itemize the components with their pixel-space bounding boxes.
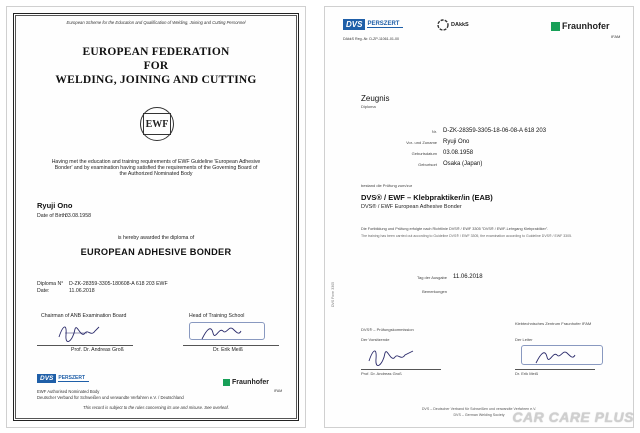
scheme-note: European Scheme for the Education and Qualification of Welding, Joining and Cutting Personnel (66, 20, 246, 25)
diploma-no-label: Diploma N° (37, 281, 64, 287)
right-sig-name: Dr. Erik Meiß (515, 371, 539, 376)
right-sig-line (515, 369, 595, 370)
ifam-text: IFAM (611, 34, 621, 39)
sig1-line (37, 345, 133, 346)
dakks-logo (437, 19, 469, 31)
ewf-diploma (6, 6, 306, 428)
footer-line: DVS – Deutscher Verband für Schweißen und verwandte Verfahren e.V. (421, 407, 537, 411)
doc-title: Zeugnis (361, 94, 390, 103)
perszert-text: PERSZERT (367, 21, 403, 28)
field-label: Geburtsort (418, 162, 437, 167)
doc-subtitle: Diploma (361, 104, 376, 109)
awarded-text: is hereby awarded the diploma of (117, 235, 195, 241)
sig2-title: Head of Training School (189, 313, 245, 319)
dvs-logo-text: DVS (37, 374, 56, 383)
date-label: Date: (37, 288, 50, 294)
diploma-title: EUROPEAN ADHESIVE BONDER (80, 247, 232, 257)
left-sig-role: Der Vorsitzende (361, 337, 390, 342)
right-sig-role: Der Leiter (515, 337, 533, 342)
left-sig-name: Prof. Dr. Andreas Groß (361, 371, 402, 376)
dob-value: 03.08.1958 (65, 213, 91, 219)
perszert-text: PERSZERT (58, 375, 89, 382)
left-sig-line (361, 369, 441, 370)
intro-line: Having met the education and training requirements of EWF Guideline 'European Adhesive (51, 159, 261, 165)
footer-note: This record is subject to the rules concerning its use and misuse. See overleaf. (83, 405, 229, 410)
left-signature (367, 345, 417, 367)
diploma-no-value: D-ZK-28359-3305-180608-A 618 203 EWF (69, 281, 168, 287)
field-label: Nr. (431, 129, 437, 134)
footer-line: Deutscher Verband für Schweißen und verwandte Verfahren e.V. / Deutschland (37, 395, 184, 400)
dvs-logo-text: DVS (343, 19, 365, 30)
qualification-title: DVS® / EWF – Klebpraktiker/in (EAB) (361, 193, 493, 202)
reg-number: DAkkS Reg.-Nr. D-ZP-11061-01-00 (343, 37, 400, 41)
fraunhofer-mark-icon (223, 379, 230, 386)
holder-name: Ryuji Ono (37, 201, 73, 210)
fraunhofer-text: Fraunhofer (562, 21, 610, 31)
dakks-mark-icon (437, 19, 449, 31)
sig1-name: Prof. Dr. Andreas Groß (71, 347, 124, 353)
title-line: FOR (143, 60, 169, 72)
field-value-birthplace: Osaka (Japan) (443, 161, 483, 167)
title-line: WELDING, JOINING AND CUTTING (55, 74, 257, 86)
dob-label: Date of Birth: (37, 213, 68, 219)
side-code: DVS Form 3305 (331, 281, 335, 307)
qualification-en: DVS® / EWF European Adhesive Bonder (361, 204, 462, 210)
dvs-zeugnis (324, 6, 634, 428)
field-value-dob: 03.08.1958 (443, 150, 474, 156)
exam-text: bestand die Prüfung zum/zur (361, 183, 413, 188)
sig1-signature (57, 321, 101, 343)
sig1-title: Chairman of ANB Examination Board (41, 313, 127, 319)
dvs-perszert-logo (343, 19, 403, 30)
sig2-name: Dr. Erik Meiß (213, 347, 243, 353)
dvs-perszert-logo (37, 374, 89, 383)
intro-text (7, 159, 305, 178)
footer-line: EWF Authorised Nominated Body (37, 389, 100, 394)
issue-date: 11.06.2018 (453, 274, 483, 280)
left-sig-header: DVS® – Prüfungskommission (361, 327, 414, 332)
title-line: EUROPEAN FEDERATION (82, 46, 230, 58)
remarks-label: Bemerkungen (422, 289, 447, 294)
issue-label: Tag der Ausgabe (416, 275, 447, 280)
intro-line: the Authorized Nominated Body (119, 171, 193, 178)
fraunhofer-logo (223, 379, 269, 386)
dakks-text: DAkkS (451, 22, 469, 28)
ewf-emblem (140, 107, 174, 141)
car-care-plus-watermark: CAR CARE PLUS (512, 409, 634, 425)
sig2-line (183, 345, 279, 346)
right-sig-header: Klebtechnisches Zentrum Fraunhofer IFAM (515, 321, 592, 326)
fraunhofer-text: Fraunhofer (232, 379, 269, 386)
ifam-text: IFAM (274, 389, 283, 393)
basis-text-en: The training has been carried out according to Guideline DVS® / EWF 3305, the examination according to Guideline DVS® / EWF 3305. (361, 234, 572, 238)
date-value: 11.06.2018 (69, 288, 95, 294)
fraunhofer-mark-icon (551, 22, 560, 31)
basis-text: Die Fortbildung und Prüfung erfolgte nach Richtlinie DVS® / EWF 3305 "DVS® / EWF-Lehrgang Klebpraktiker". (361, 227, 549, 231)
federation-title (7, 45, 305, 87)
footer-line: DVS – German Welding Society (453, 413, 505, 417)
sig2-signature (199, 321, 243, 343)
right-signature (533, 345, 577, 367)
field-label: Vor- und Zuname (406, 140, 437, 145)
ewf-logo-text: EWF (143, 113, 171, 135)
field-value-name: Ryuji Ono (443, 139, 470, 145)
field-label: Geburtsdatum (411, 151, 437, 156)
intro-line: Bonder' and by examination having satisfied the requirements of the Governing Board of (54, 165, 258, 172)
field-value-number: D-ZK-28359-3305-18-06-08-A 618 203 (443, 128, 547, 134)
fraunhofer-logo (551, 21, 610, 31)
